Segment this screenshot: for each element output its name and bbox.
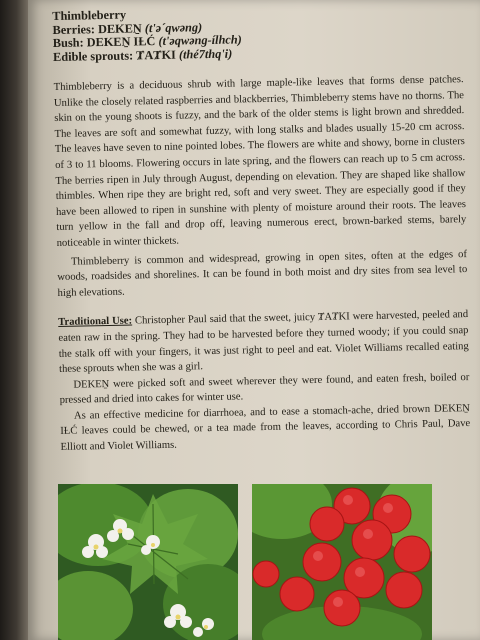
photo-row (58, 484, 478, 640)
berries-label: Berries: (52, 21, 96, 37)
berries-photo (252, 484, 432, 640)
plant-title: Thimbleberry (52, 7, 127, 23)
picked-paragraph: DEKEṈ were picked soft and sweet wherever they were found, and eaten fresh, boiled or pressed and dried into cakes for winter use. (59, 371, 470, 407)
plant-header (52, 2, 463, 64)
bush-label: Bush: (52, 35, 84, 50)
flowers-photo (58, 484, 238, 640)
berries-pronunciation: (t'ə´qwəng) (144, 19, 203, 35)
book-spine-shadow (0, 0, 30, 640)
traditional-use-paragraph (58, 307, 469, 377)
traditional-use-label: Traditional Use: (58, 315, 133, 329)
book-page (28, 0, 480, 640)
page-text-block (52, 0, 471, 456)
sprouts-pronunciation: (thé7thq'i) (178, 46, 233, 62)
description-paragraph: Thimbleberry is a deciduous shrub with large maple-like leaves that forms dense patches. Unlike the closely related raspberries and blackberries, Thimbleberry stems have no thorns. The skin on the young shoots is fuzzy, and the bark of the older stems is light brown and shredded. The leaves are soft and somewhat fuzzy, with long stalks and blades usually 15-20 cm across. The leaves have seven to nine pointed lobes. The flowers are white and showy, borne in clusters of 3 to 11 blooms. Flowering occurs in late spring, and the flowers can reach up to 5 cm across. The berries ripen in July through August, depending on elevation. They are shaped like shallow thimbles. When ripe they are bright red, soft and very sweet. They are especially good if they have been allowed to ripen in sunshine with plenty of moisture around their roots. The leaves turn yellow in the fall and drop off, leaving numerous erect, brown-barked stems, barely noticeable in winter thickets. (53, 74, 467, 249)
habitat-paragraph: Thimbleberry is common and widespread, growing in open sites, often at the edges of woods, roadsides and shorelines. It can be found in both moist and dry sites from sea level to high elevations. (57, 248, 468, 299)
sprouts-label: Edible sprouts: (52, 47, 134, 64)
bush-word: DEKEṈ IȽĆ (86, 34, 156, 50)
traditional-use-text: Christopher Paul said that the sweet, juicy ȾAȾKI were harvested, peeled and eaten raw in the spring. They had to be harvested before they turned woody; if you could snap the stalk off with your fingers, it was just right to peel and eat. Violet Williams recalled eating these sprouts when she was a girl. (58, 309, 469, 376)
berries-word: DEKEṈ (97, 20, 142, 36)
bush-pronunciation: (t'əqwəng-ílhch) (158, 32, 242, 48)
medicine-paragraph: As an effective medicine for diarrhoea, and to ease a stomach-ache, dried brown DEKEṈ IȽĆ leaves could be chewed, or a tea made from the leaves, according to Chris Paul, Dave Elliott and Violet Williams. (60, 402, 471, 453)
sprouts-word: ȾAȾKI (136, 47, 176, 62)
